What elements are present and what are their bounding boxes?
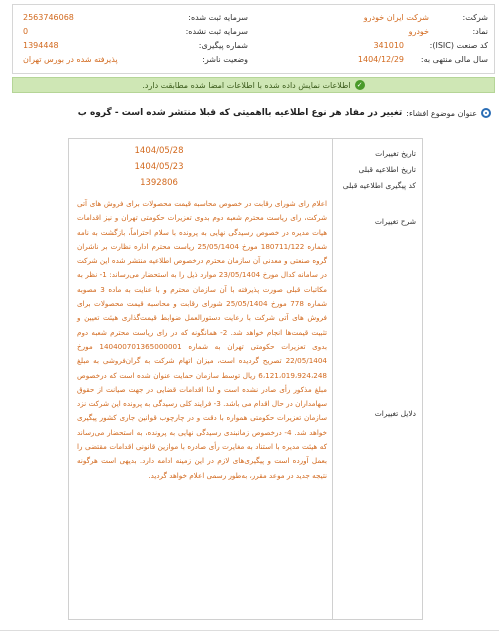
publisher-status-label: وضعیت ناشر: — [202, 55, 248, 64]
details-labels-column — [332, 139, 422, 619]
publisher-status-value: پذیرفته شده در بورس تهران — [23, 55, 118, 64]
company-info-left — [23, 11, 248, 67]
signature-match-notice — [12, 77, 495, 93]
bottom-divider — [0, 630, 499, 631]
prev-date-label: تاریخ اطلاعیه قبلی — [358, 165, 416, 174]
tracking-row — [23, 39, 248, 53]
company-link[interactable]: شرکت ایران خودرو — [363, 13, 429, 22]
company-info-right — [248, 11, 488, 67]
subject-title: تغییر در مفاد هر نوع اطلاعیه بااهمیتی که قبلا منتشر شده است - گروه ب — [77, 108, 403, 118]
company-row — [248, 11, 488, 25]
notice-text: اطلاعات نمایش داده شده با اطلاعات امضا شده مطابقت دارد. — [142, 80, 351, 90]
registered-capital-value: 2563746068 — [23, 13, 74, 22]
info-bullet-icon — [481, 108, 491, 118]
tracking-value: 1394448 — [23, 41, 59, 50]
details-table — [68, 138, 423, 620]
isic-row — [248, 39, 488, 53]
tracking-label: شماره پیگیری: — [198, 41, 248, 50]
reasons-label: دلایل تغییرات — [374, 409, 416, 418]
company-info-box — [12, 4, 495, 74]
publisher-status-row — [23, 53, 248, 67]
symbol-row — [248, 25, 488, 39]
fiscal-row — [248, 53, 488, 67]
change-date-label: تاریخ تغییرات — [375, 149, 416, 158]
prev-tracking-label: کد پیگیری اطلاعیه قبلی — [342, 181, 416, 190]
check-circle-icon: ✓ — [355, 80, 365, 90]
isic-label: کد صنعت (ISIC): — [429, 41, 488, 50]
subject-label: عنوان موضوع افشاء: — [406, 108, 477, 118]
disclosure-subject — [5, 104, 491, 122]
registered-capital-row — [23, 11, 248, 25]
unregistered-capital-label: سرمایه ثبت نشده: — [185, 27, 248, 36]
registered-capital-label: سرمایه ثبت شده: — [188, 13, 248, 22]
unregistered-capital-row — [23, 25, 248, 39]
description-text: اعلام رای شورای رقابت در خصوص محاسبه قیمت محصولات برای فروش های آتی شرکت، رای ریاست محترم شعبه دوم بدوی تعزیرات حکومتی تهران و نیز اقدامات هیات مدیره در خصوص رسیدگی نهایی به پرونده با سلام احتراماً، بازگشت به نامه شماره 180711/122 مورخ 25/05/1404 ریاست محترم اداره نظارت بر ناشران گروه صنعتی و معدنی آن سازمان محترم درخصوص اطلاعیه منتشر شده این شرکت در سامانه کدال مورخ 23/05/1404 موارد ذیل را به استحضار می‌رساند: 1- نظر به مکاتبات قبلی صورت پذیرفته با آن سازمان محترم و با عنایت به ماده 3 مصوبه شماره 778 مورخ 25/05/1404 شورای رقابت و محاسبه قیمت محصولات برای فروش های آتی شرکت با رعایت دستورالعمل ضوابط قیمت‌گذاری هیئت تعیین و تثبیت قیمت‌ها انجام خواهد شد. 2- همانگونه که در رای ریاست محترم شعبه دوم بدوی تعزیرات حکومتی تهران به شماره 140400701365000001 مورخ 22/05/1404 تصریح گردیده است، میزان اتهام شرکت به گران‌فروشی به مبلغ 6،121،019،924،248 ریال توسط سازمان حمایت عنوان شده است که درخصوص مبلغ مذکور رأی صادر نشده است و لذا اقدامات قضایی در جهت صیانت از حقوق سهامداران در حال اقدام می باشد. 3- فرایند کلی رسیدگی به پرونده این شرکت نزد سازمان تعزیرات حکومتی همواره با دقت و در چارچوب قوانین جاری کشور پیگیری خواهد شد. 4- درخصوص زمانبندی رسیدگی نهایی به پرونده، به استحضار می‌رساند که هیئت مدیره با استناد به مغایرت رأی صادره با موازین قانونی اقدامات مقتضی را بعمل آورده است و پیگیری‌های لازم در این زمینه ادامه دارد. بدیهی است هرگونه نتیجه جدید در موعد مقرر، به‌طور رسمی اعلام خواهد گردید. — [77, 199, 328, 480]
symbol-link[interactable]: خودرو — [408, 27, 429, 36]
fiscal-label: سال مالی منتهی به: — [420, 55, 488, 64]
description-label: شرح تغییرات — [374, 217, 416, 226]
unregistered-capital-value: 0 — [23, 27, 29, 36]
change-date-value: 1404/05/28 — [134, 146, 184, 156]
symbol-label: نماد: — [472, 27, 488, 36]
details-values-column — [69, 139, 334, 619]
prev-tracking-value: 1392806 — [140, 178, 178, 188]
company-label: شرکت: — [462, 13, 488, 22]
isic-value: 341010 — [373, 41, 404, 50]
prev-date-value: 1404/05/23 — [134, 162, 184, 172]
fiscal-value: 1404/12/29 — [357, 55, 404, 64]
